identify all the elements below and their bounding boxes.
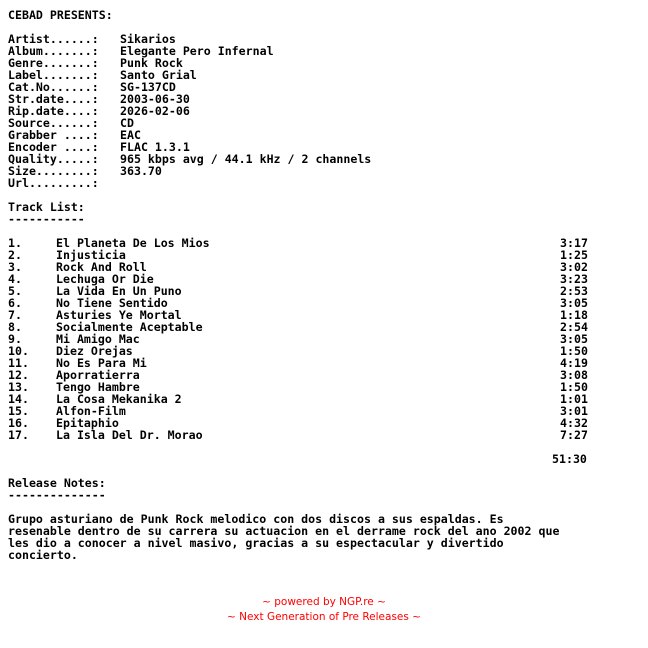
info-label: Quality.....: bbox=[8, 152, 99, 166]
track-duration: 3:05 bbox=[560, 332, 588, 346]
release-notes-line: les dio a conocer a nivel masivo, gracias a su espectacular y divertido bbox=[8, 536, 504, 550]
info-label: Cat.No......: bbox=[8, 80, 99, 94]
info-label: Encoder ....: bbox=[8, 140, 99, 154]
track-duration: 3:17 bbox=[560, 236, 588, 250]
spacer bbox=[8, 441, 644, 453]
info-genre bbox=[8, 57, 644, 69]
track-duration: 2:53 bbox=[560, 284, 588, 298]
info-label: Grabber ....: bbox=[8, 128, 99, 142]
track-title: Injusticia bbox=[56, 248, 126, 262]
presents-heading: CEBAD PRESENTS: bbox=[8, 8, 113, 22]
track-number: 12. bbox=[8, 368, 29, 382]
info-album bbox=[8, 45, 644, 57]
track-title: Rock And Roll bbox=[56, 260, 147, 274]
total-duration-row bbox=[8, 453, 644, 465]
info-label: Rip.date....: bbox=[8, 104, 99, 118]
info-label: Source......: bbox=[8, 116, 99, 130]
track-title: Aporratierra bbox=[56, 368, 140, 382]
footer-tagline: ~ Next Generation of Pre Releases ~ bbox=[227, 611, 421, 623]
info-value: EAC bbox=[120, 128, 141, 142]
track-duration: 3:08 bbox=[560, 368, 588, 382]
info-label: Label.......: bbox=[8, 68, 99, 82]
track-number: 14. bbox=[8, 392, 29, 406]
track-title: No Es Para Mi bbox=[56, 356, 147, 370]
track-title: No Tiene Sentido bbox=[56, 296, 168, 310]
release-notes-heading: Release Notes: bbox=[8, 476, 106, 490]
info-size bbox=[8, 165, 644, 177]
info-value: Punk Rock bbox=[120, 56, 183, 70]
track-duration: 7:27 bbox=[560, 428, 588, 442]
info-value: 2026-02-06 bbox=[120, 104, 190, 118]
track-duration: 1:50 bbox=[560, 380, 588, 394]
track-number: 7. bbox=[8, 308, 22, 322]
info-catalog-number bbox=[8, 81, 644, 93]
spacer bbox=[8, 21, 644, 33]
track-list bbox=[8, 237, 644, 441]
info-value: CD bbox=[120, 116, 134, 130]
track-title: La Cosa Mekanika 2 bbox=[56, 392, 182, 406]
track-title: Socialmente Aceptable bbox=[56, 320, 203, 334]
info-label: Size........: bbox=[8, 164, 99, 178]
info-label-name bbox=[8, 69, 644, 81]
track-duration: 1:50 bbox=[560, 344, 588, 358]
info-value: Sikarios bbox=[120, 32, 176, 46]
info-value: Santo Grial bbox=[120, 68, 197, 82]
track-title: La Isla Del Dr. Morao bbox=[56, 428, 203, 442]
tracklist-underline: ----------- bbox=[8, 212, 85, 226]
total-duration: 51:30 bbox=[552, 452, 587, 466]
track-title: Diez Orejas bbox=[56, 344, 133, 358]
info-artist bbox=[8, 33, 644, 45]
track-title: Mi Amigo Mac bbox=[56, 332, 140, 346]
info-quality bbox=[8, 153, 644, 165]
track-number: 16. bbox=[8, 416, 29, 430]
track-duration: 3:02 bbox=[560, 260, 588, 274]
info-grabber bbox=[8, 129, 644, 141]
track-title: El Planeta De Los Mios bbox=[56, 236, 210, 250]
info-value: 965 kbps avg / 44.1 kHz / 2 channels bbox=[120, 152, 372, 166]
track-title: La Vida En Un Puno bbox=[56, 284, 182, 298]
info-label: Album.......: bbox=[8, 44, 99, 58]
track-number: 2. bbox=[8, 248, 22, 262]
track-title: Lechuga Or Die bbox=[56, 272, 154, 286]
nfo-document bbox=[8, 9, 644, 561]
footer-powered-by: ~ powered by NGP.re ~ bbox=[262, 596, 386, 608]
info-value: 363.70 bbox=[120, 164, 162, 178]
info-value: 2003-06-30 bbox=[120, 92, 190, 106]
track-row bbox=[8, 429, 644, 441]
track-number: 6. bbox=[8, 296, 22, 310]
release-notes-underline: -------------- bbox=[8, 488, 106, 502]
tracklist-heading: Track List: bbox=[8, 200, 85, 214]
track-duration: 4:32 bbox=[560, 416, 588, 430]
track-title: Tengo Hambre bbox=[56, 380, 140, 394]
track-duration: 1:01 bbox=[560, 392, 588, 406]
release-notes-body bbox=[8, 513, 644, 561]
track-duration: 4:19 bbox=[560, 356, 588, 370]
info-label: Artist......: bbox=[8, 32, 99, 46]
track-number: 17. bbox=[8, 428, 29, 442]
info-value: SG-137CD bbox=[120, 80, 176, 94]
track-number: 8. bbox=[8, 320, 22, 334]
track-number: 4. bbox=[8, 272, 22, 286]
release-notes-line: Grupo asturiano de Punk Rock melodico con dos discos a sus espaldas. Es bbox=[8, 512, 504, 526]
track-duration: 1:25 bbox=[560, 248, 588, 262]
track-duration: 1:18 bbox=[560, 308, 588, 322]
info-url bbox=[8, 177, 644, 189]
track-duration: 3:01 bbox=[560, 404, 588, 418]
info-rip-date bbox=[8, 105, 644, 117]
info-label: Str.date....: bbox=[8, 92, 99, 106]
track-title: Alfon-Film bbox=[56, 404, 126, 418]
track-duration: 2:54 bbox=[560, 320, 588, 334]
track-number: 1. bbox=[8, 236, 22, 250]
release-notes-line: resenable dentro de su carrera su actuacion en el derrame rock del ano 2002 que bbox=[8, 524, 560, 538]
info-label: Url.........: bbox=[8, 176, 99, 190]
track-number: 3. bbox=[8, 260, 22, 274]
info-street-date bbox=[8, 93, 644, 105]
track-number: 13. bbox=[8, 380, 29, 394]
info-source bbox=[8, 117, 644, 129]
track-title: Epitaphio bbox=[56, 416, 119, 430]
track-number: 5. bbox=[8, 284, 22, 298]
info-value: FLAC 1.3.1 bbox=[120, 140, 190, 154]
spacer bbox=[8, 189, 644, 201]
track-number: 9. bbox=[8, 332, 22, 346]
info-value: Elegante Pero Infernal bbox=[120, 44, 274, 58]
info-label: Genre.......: bbox=[8, 56, 99, 70]
track-number: 10. bbox=[8, 344, 29, 358]
release-info bbox=[8, 33, 644, 189]
track-duration: 3:23 bbox=[560, 272, 588, 286]
track-duration: 3:05 bbox=[560, 296, 588, 310]
track-number: 15. bbox=[8, 404, 29, 418]
track-number: 11. bbox=[8, 356, 29, 370]
release-notes-line: concierto. bbox=[8, 548, 78, 562]
track-title: Asturies Ye Mortal bbox=[56, 308, 182, 322]
